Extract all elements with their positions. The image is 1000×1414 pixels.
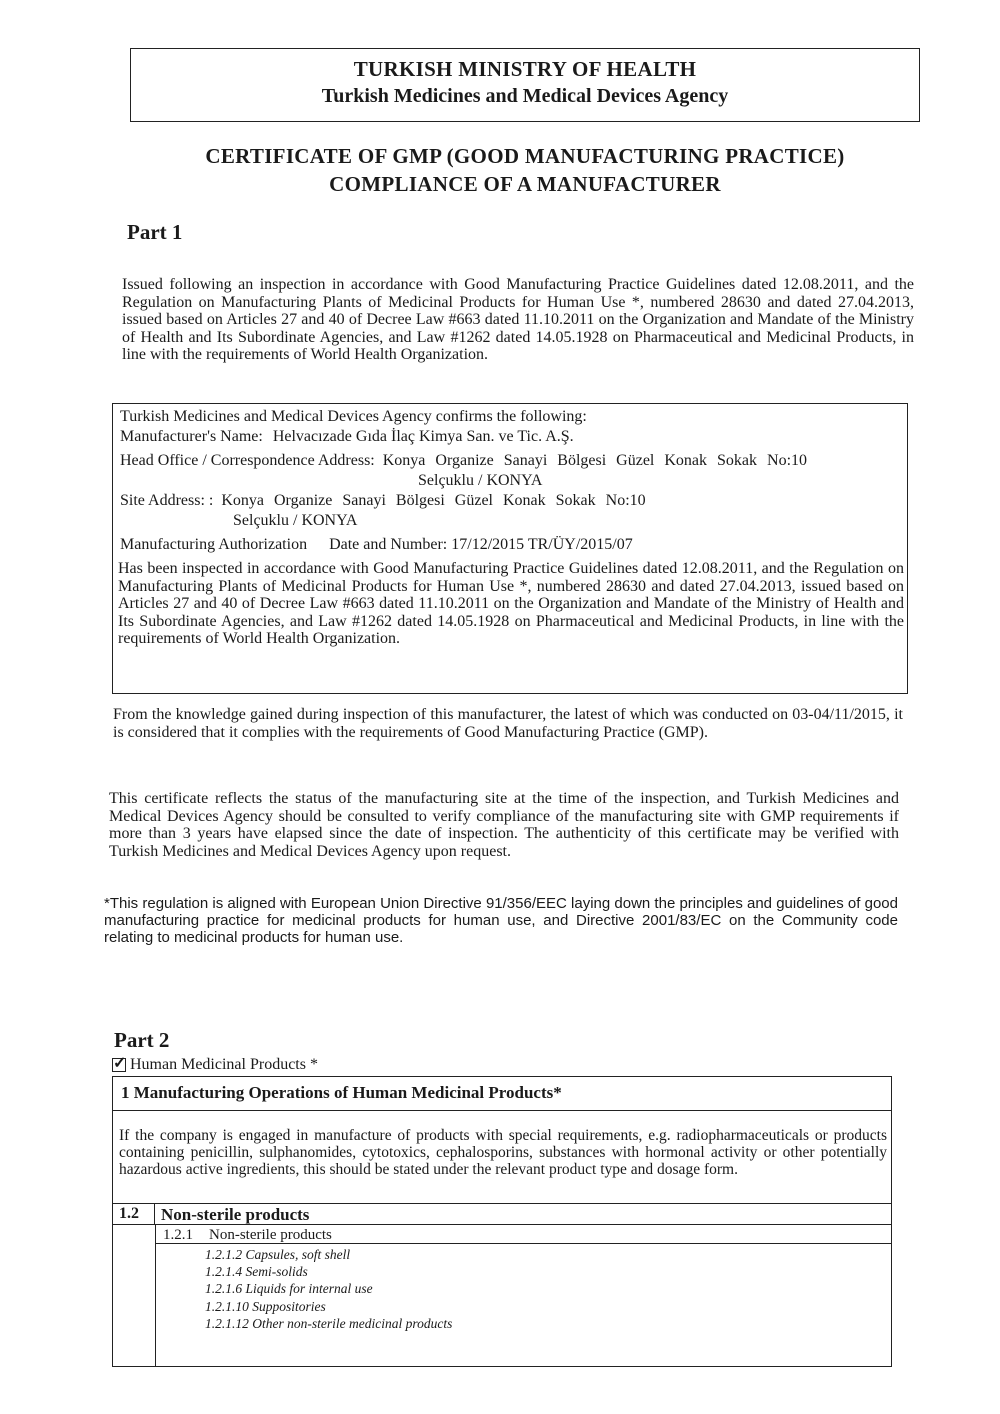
non-sterile-item [163, 1227, 332, 1244]
list-item: 1.2.1.12 Other non-sterile medicinal products [205, 1315, 453, 1331]
site-address-city: Selçuklu / KONYA [233, 512, 358, 529]
manufacturer-name-value: Helvacızade Gıda İlaç Kimya San. ve Tic. A.Ş. [272, 428, 574, 445]
section-title: Non-sterile products [161, 1205, 310, 1224]
confirmation-intro: Turkish Medicines and Medical Devices Agency confirms the following: [120, 408, 587, 425]
site-address-row [120, 492, 646, 510]
site-address-label: Site Address: : [120, 492, 214, 509]
ministry-name: TURKISH MINISTRY OF HEALTH [353, 57, 697, 81]
certificate-title-line-2: COMPLIANCE OF A MANUFACTURER [329, 172, 721, 196]
regulation-footnote: *This regulation is aligned with European Union Directive 91/356/EEC laying down the principles and guidelines of good manufacturing practice for medicinal products for human use, and Directive 2001/83/EC on the Community code relating to medicinal products for human use. [104, 895, 898, 946]
authorization-value: Date and Number: 17/12/2015 TR/ÜY/2015/07 [329, 536, 633, 553]
list-item: 1.2.1.6 Liquids for internal use [205, 1281, 373, 1297]
manufacturing-authorization-row [120, 536, 633, 554]
inspection-statement: Has been inspected in accordance with Good Manufacturing Practice Guidelines dated 12.08.2011, and the Regulation on Manufacturing Plants of Medicinal Products for Human Use *, numbered 28630 and dated 27.04.2013, issued based on Articles 27 and 40 of Decree Law #663 dated 11.10.2011 on the Organization and Mandate of the Ministry of Health and Its Subordinate Agencies, and Law #1262 dated 14.05.1928 on Pharmaceutical and Medicinal Products, in line with the requirements of World Health Organization. [118, 560, 904, 647]
human-medicinal-products-option[interactable] [112, 1056, 318, 1074]
checkmark-icon: ✓ [113, 1055, 127, 1072]
certificate-title-line-1: CERTIFICATE OF GMP (GOOD MANUFACTURING PRACTICE) [205, 144, 845, 168]
manufacturing-operations-title: 1 Manufacturing Operations of Human Medicinal Products* [113, 1077, 891, 1111]
part-1-heading: Part 1 [127, 220, 183, 244]
dosage-form-list [205, 1246, 452, 1332]
agency-header [130, 48, 920, 122]
list-item: 1.2.1.10 Suppositories [205, 1298, 326, 1314]
human-medicinal-products-label: Human Medicinal Products * [130, 1056, 318, 1073]
manufacturer-name-label: Manufacturer's Name: [120, 428, 263, 445]
section-number: 1.2 [113, 1204, 155, 1224]
list-item: 1.2.1.4 Semi-solids [205, 1264, 308, 1280]
agency-name: Turkish Medicines and Medical Devices Agency [321, 85, 729, 107]
manufacturing-operations-table [112, 1076, 892, 1367]
column-divider [155, 1224, 156, 1367]
item-label: Non-sterile products [209, 1227, 332, 1243]
item-number: 1.2.1 [163, 1227, 193, 1243]
inspection-result-paragraph: From the knowledge gained during inspection of this manufacturer, the latest of which was conducted on 03-04/11/2015, it is considered that it complies with the requirements of Good Manufacturing Practice (GMP). [113, 706, 903, 741]
authorization-label: Manufacturing Authorization [120, 536, 308, 553]
head-office-city: Selçuklu / KONYA [418, 472, 543, 489]
non-sterile-section-row [113, 1203, 891, 1225]
head-office-value: Konya Organize Sanayi Bölgesi Güzel Konak Sokak No:10 [382, 452, 808, 469]
issuance-paragraph: Issued following an inspection in accordance with Good Manufacturing Practice Guidelines dated 12.08.2011, and the Regulation on Manufacturing Plants of Medicinal Products for Human Use *, numbered 28630 and dated 27.04.2013, issued based on Articles 27 and 40 of Decree Law #663 dated 11.10.2011 on the Organization and Mandate of the Ministry of Health and Its Subordinate Agencies, and Law #1262 dated 14.05.1928 on Pharmaceutical and Medicinal Products, in line with the requirements of World Health Organization. [122, 276, 914, 363]
part-2-heading: Part 2 [114, 1028, 170, 1052]
special-requirements-note: If the company is engaged in manufacture of products with special requirements, e.g. radiopharmaceuticals or products containing penicillin, sulphanomides, cytotoxics, cephalosporins, substances with hormonal activity or other potentially hazardous active ingredients, this should be stated under the relevant product type and dosage form. [119, 1127, 887, 1178]
certificate-status-paragraph: This certificate reflects the status of the manufacturing site at the time of the inspection, and Turkish Medicines and Medical Devices Agency should be consulted to verify compliance of the manufacturing site with GMP requirements if more than 3 years have elapsed since the date of inspection. The authenticity of this certificate may be verified with Turkish Medicines and Medical Devices Agency upon request. [109, 790, 899, 860]
human-medicinal-products-checkbox[interactable] [112, 1055, 127, 1072]
certificate-title [150, 142, 900, 198]
head-office-label: Head Office / Correspondence Address: [120, 452, 375, 469]
manufacturer-name-row [120, 428, 574, 446]
confirmation-box [112, 403, 908, 694]
site-address-value: Konya Organize Sanayi Bölgesi Güzel Konak Sokak No:10 [221, 492, 646, 509]
list-item: 1.2.1.2 Capsules, soft shell [205, 1247, 351, 1262]
head-office-row [120, 452, 807, 470]
